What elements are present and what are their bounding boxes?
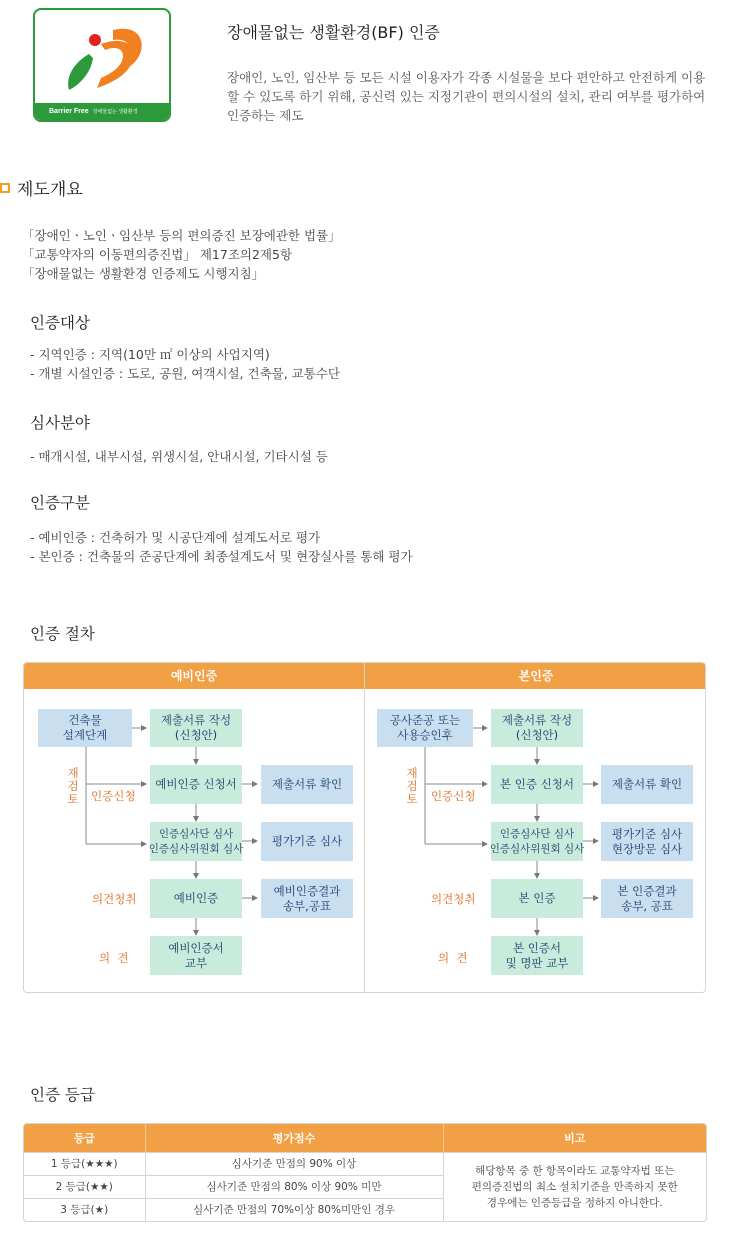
main-header: 본인증	[365, 663, 706, 689]
main-start-box: 공사준공 또는 사용승인후	[377, 709, 473, 747]
table-header-row	[24, 1124, 706, 1152]
pre-start-box: 건축물 설계단계	[38, 709, 132, 747]
column-header: 등급	[24, 1124, 145, 1152]
intro-line: 인증하는 제도	[227, 108, 304, 123]
main-apply-label: 인증신청	[431, 789, 476, 803]
pre-criteria-box: 평가기준 심사	[261, 822, 353, 861]
column-header: 비고	[443, 1124, 706, 1152]
main-issue-box: 본 인증서 및 명판 교부	[491, 936, 583, 975]
table-row	[24, 1152, 706, 1175]
main-criteria-box: 평가기준 심사 현장방문 심사	[601, 822, 693, 861]
division-title: 인증구분	[30, 494, 90, 512]
intro-line: 장애인, 노인, 임산부 등 모든 시설 이용자가 각종 시설물을 보다 편안하고 안전하게 이용	[227, 70, 706, 85]
overview-heading	[0, 175, 83, 200]
grade-table	[23, 1123, 707, 1222]
law-item: 「교통약자의 이동편의증진법」 제17조의2제5항	[22, 247, 293, 262]
pre-rereview-label: 재 검 토	[67, 766, 79, 806]
division-list	[30, 528, 413, 566]
intro-description	[227, 68, 727, 125]
field-list	[30, 447, 328, 466]
grade-cell: 2 등급(★★)	[24, 1175, 145, 1198]
square-bullet-icon	[0, 183, 10, 193]
overview-title: 제도개요	[17, 180, 83, 200]
main-rereview-label: 재 검 토	[406, 766, 418, 806]
pre-result-box: 예비인증결과 송부,공표	[261, 879, 353, 918]
pre-cert-box: 예비인증	[150, 879, 242, 918]
main-submit-box: 제출서류 작성 (신청안)	[491, 709, 583, 747]
pre-issue-box: 예비인증서 교부	[150, 936, 242, 975]
list-item: - 예비인증 : 건축허가 및 시공단계에 설계도서로 평가	[30, 530, 321, 545]
note-cell: 해당항목 중 한 항목이라도 교통약자법 또는 편의증진법의 최소 설치기준을 만족하지 못한 경우에는 인증등급을 정하지 아니한다.	[443, 1152, 706, 1221]
logo-brand: Barrier Free	[49, 108, 89, 115]
bf-logo-mark-icon	[35, 10, 171, 110]
procedure-title: 인증 절차	[30, 625, 95, 643]
bf-logo	[33, 8, 171, 122]
pre-final-label: 의 견	[99, 951, 129, 965]
score-cell: 심사기준 만점의 80% 이상 90% 미만	[145, 1175, 443, 1198]
logo-tagline: 장애물없는 생활환경	[92, 109, 138, 115]
list-item: - 본인증 : 건축물의 준공단계에 최종설계도서 및 현장실사를 통해 평가	[30, 549, 413, 564]
main-review-box: 인증심사단 심사 인증심사위원회 심사	[491, 822, 583, 861]
list-item: - 매개시설, 내부시설, 위생시설, 안내시설, 기타시설 등	[30, 449, 328, 464]
main-check-box: 제출서류 확인	[601, 765, 693, 804]
list-item: - 지역인증 : 지역(10만 ㎡ 이상의 사업지역)	[30, 347, 270, 362]
list-item: - 개별 시설인증 : 도로, 공원, 여객시설, 건축물, 교통수단	[30, 366, 340, 381]
main-final-label: 의 견	[438, 951, 468, 965]
pre-apply-label: 인증신청	[91, 789, 136, 803]
intro-line: 할 수 있도록 하기 위해, 공신력 있는 지정기관이 편의시설의 설치, 관리 여부를 평가하여	[227, 89, 706, 104]
pre-review-box: 인증심사단 심사 인증심사위원회 심사	[150, 822, 242, 861]
procedure-diagram	[23, 662, 706, 993]
column-header: 평가점수	[145, 1124, 443, 1152]
grade-cell: 1 등급(★★★)	[24, 1152, 145, 1175]
pre-apply-box: 예비인증 신청서	[150, 765, 242, 804]
main-result-box: 본 인증결과 송부, 공표	[601, 879, 693, 918]
law-list	[22, 226, 341, 283]
main-opinion-label: 의견청취	[431, 892, 476, 906]
logo-band	[35, 103, 169, 120]
grades-title: 인증 등급	[30, 1086, 95, 1104]
field-title: 심사분야	[30, 414, 90, 432]
pre-submit-box: 제출서류 작성 (신청안)	[150, 709, 242, 747]
law-item: 「장애인ㆍ노인ㆍ임산부 등의 편의증진 보장에관한 법률」	[22, 228, 341, 243]
target-title: 인증대상	[30, 314, 90, 332]
target-list	[30, 345, 340, 383]
preliminary-header: 예비인증	[24, 663, 364, 689]
main-cert-box: 본 인증	[491, 879, 583, 918]
law-item: 「장애물없는 생활환경 인증제도 시행지침」	[22, 266, 265, 281]
grade-cell: 3 등급(★)	[24, 1198, 145, 1221]
page-title: 장애물없는 생활환경(BF) 인증	[227, 23, 440, 42]
score-cell: 심사기준 만점의 70%이상 80%미만인 경우	[145, 1198, 443, 1221]
score-cell: 심사기준 만점의 90% 이상	[145, 1152, 443, 1175]
pre-opinion-label: 의견청취	[92, 892, 137, 906]
pre-check-box: 제출서류 확인	[261, 765, 353, 804]
main-apply-box: 본 인증 신청서	[491, 765, 583, 804]
